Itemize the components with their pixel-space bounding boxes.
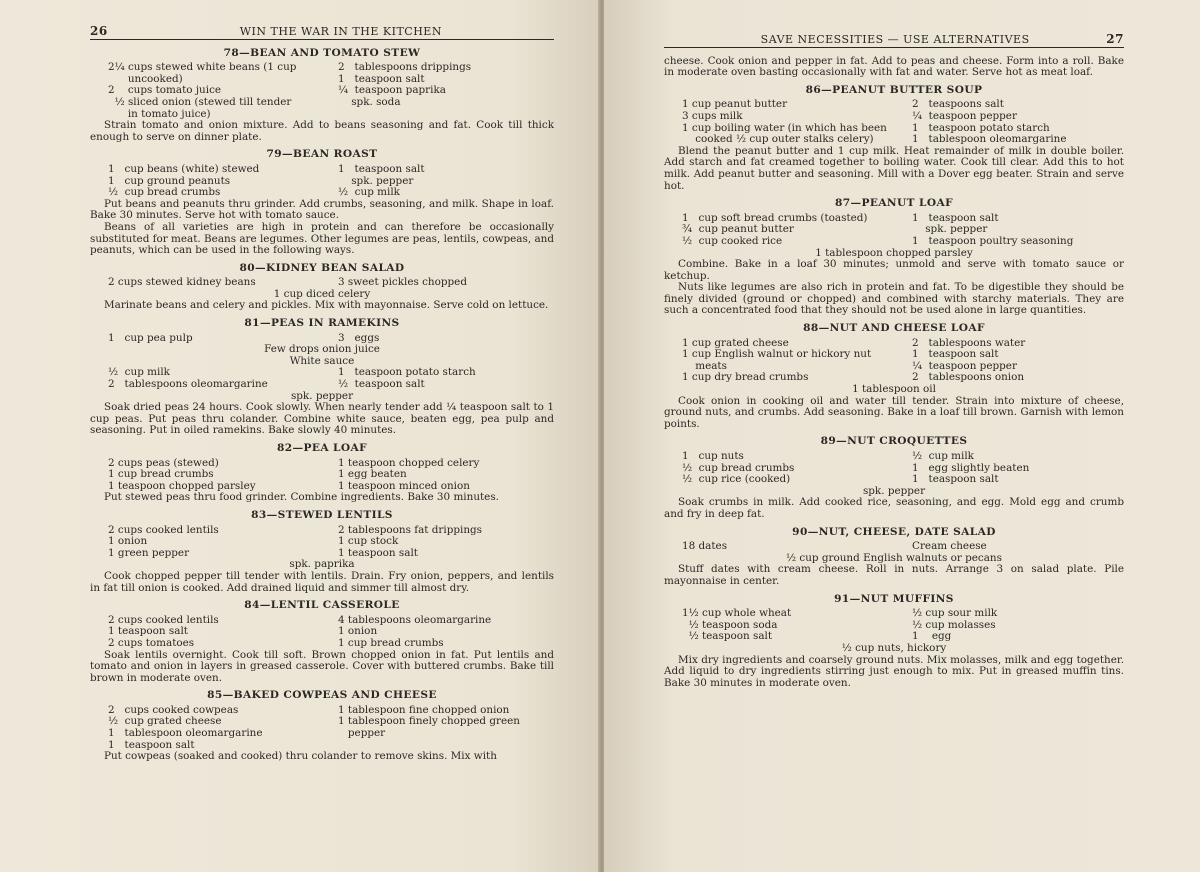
ingredient-line: 1½ cup whole wheat <box>682 607 792 620</box>
ingredient-line: 1 teaspoon chopped celery <box>338 456 480 469</box>
recipe-instructions: Put stewed peas thru food grinder. Combine ingredients. Bake 30 minutes. <box>104 491 499 504</box>
ingredient-line: ¼ teaspoon pepper <box>912 109 1017 122</box>
ingredient-line: 2 teaspoons salt <box>912 98 1004 111</box>
recipe-instructions: Put cowpeas (soaked and cooked) thru colander to remove skins. Mix with <box>104 750 497 763</box>
ingredient-line: 1 tablespoon oleomargarine <box>108 727 263 740</box>
ingredient-list <box>664 451 1124 486</box>
ingredient-line: 1 cup ground peanuts <box>108 174 231 187</box>
ingredient-line-centered: 1 tablespoon chopped parsley <box>815 246 973 259</box>
recipe-instructions: Beans of all varieties are high in protein and can therefore be occasionally substituted for meat. Beans are legumes. Other legumes are peas, lentils, cowpeas, and peanuts, which can be used in the following ways. <box>90 220 554 257</box>
ingredient-line-centered: 1 cup diced celery <box>273 287 371 300</box>
ingredient-line-centered: 1 tablespoon oil <box>852 383 936 396</box>
recipe-block <box>90 263 554 312</box>
recipe-instructions: Cook chopped pepper till tender with lentils. Drain. Fry onion, peppers, and lentils in fat till onion is cooked. Add drained liquid and simmer till almost dry. <box>90 569 554 594</box>
continued-instructions: cheese. Cook onion and pepper in fat. Add to peas and cheese. Form into a roll. Bake in moderate oven basting occasionally with fat and water. Serve hot as meat loaf. <box>664 54 1124 79</box>
ingredient-line-centered: spk. pepper <box>862 484 926 497</box>
ingredient-line: 3 cups milk <box>682 109 743 122</box>
ingredient-line: ½ cup cooked rice <box>682 234 783 247</box>
ingredient-line: 1 cup nuts <box>682 450 744 462</box>
ingredient-line: Cream cheese <box>912 540 987 553</box>
ingredient-line: ½ teaspoon salt <box>338 378 425 391</box>
ingredient-line: 1 cup grated cheese <box>682 336 789 349</box>
ingredient-line: spk. pepper <box>338 174 414 187</box>
recipe-instructions: Cook onion in cooking oil and water till tender. Strain into mixture of cheese, ground nuts, and crumbs. Add seasoning. Bake in a loaf till brown. Garnish with lemon points. <box>664 394 1124 430</box>
ingredient-line: 1 cup bread crumbs <box>338 636 444 649</box>
ingredient-list <box>664 213 1124 248</box>
left-running-title: WIN THE WAR IN THE KITCHEN <box>239 25 442 38</box>
right-running-title: SAVE NECESSITIES — USE ALTERNATIVES <box>760 33 1030 46</box>
ingredient-line: 1 cup pea pulp <box>108 331 193 344</box>
right-recipe-list <box>664 85 1124 690</box>
ingredient-line: spk. soda <box>338 95 401 108</box>
ingredient-line: 1 egg <box>912 630 952 643</box>
ingredient-line: ½ cup sour milk <box>912 607 998 620</box>
ingredient-line: ¾ cup peanut butter <box>682 223 794 236</box>
ingredient-line: 1 cup bread crumbs <box>108 468 214 481</box>
ingredient-line: 2 cups cooked lentils <box>108 613 219 626</box>
ingredient-list <box>90 458 554 493</box>
ingredient-list <box>664 541 1124 553</box>
ingredient-line: 1 teaspoon potato starch <box>912 121 1050 134</box>
ingredient-line: ½ cup milk <box>338 186 400 199</box>
ingredient-line: 1 teaspoon salt <box>912 211 999 224</box>
recipe-instructions: Put beans and peanuts thru grinder. Add crumbs, seasoning, and milk. Shape in loaf. Bake 30 minutes. Serve hot with tomato sauce. <box>90 197 554 222</box>
recipe-block <box>90 510 554 594</box>
ingredient-line: ¼ teaspoon paprika <box>338 84 446 97</box>
ingredient-line: 1 teaspoon potato starch <box>338 366 476 379</box>
recipe-instructions: Combine. Bake in a loaf 30 minutes; unmold and serve with tomato sauce or ketchup. <box>664 258 1124 282</box>
ingredient-line: 1 cup soft bread crumbs (toasted) <box>682 211 868 224</box>
recipe-title: 78—BEAN AND TOMATO STEW <box>223 46 421 59</box>
ingredient-line: 1 teaspoon chopped parsley <box>108 479 256 492</box>
ingredient-line: 1 egg beaten <box>338 468 407 481</box>
ingredient-line: 2 cups cooked cowpeas <box>108 703 239 716</box>
recipe-title: 84—LENTIL CASSEROLE <box>244 599 400 612</box>
ingredient-line-centered: Few drops onion juice <box>264 343 380 356</box>
recipe-instructions: Nuts like legumes are also rich in protein and fat. To be digestible they should be finely divided (ground or chopped) and combined with starchy materials. They are such a concentrated food that they should not be used alone in large quantities. <box>664 281 1124 317</box>
recipe-instructions: Stuff dates with cream cheese. Roll in nuts. Arrange 3 on salad plate. Pile mayonnaise in center. <box>664 563 1124 587</box>
ingredient-line: cooked ½ cup outer stalks celery) <box>682 133 874 146</box>
ingredient-line: 1 teaspoon salt <box>338 162 425 175</box>
ingredient-list <box>90 164 554 199</box>
ingredient-line: 2 cups peas (stewed) <box>108 456 219 469</box>
ingredient-line: 1 cup beans (white) stewed <box>108 162 260 175</box>
right-page <box>604 0 1200 872</box>
ingredient-line: ¼ teaspoon pepper <box>912 359 1017 372</box>
ingredient-line: 1 cup dry bread crumbs <box>682 371 809 384</box>
left-recipe-list <box>90 48 554 763</box>
recipe-instructions: Marinate beans and celery and pickles. Mix with mayonnaise. Serve cold on lettuce. <box>104 299 549 312</box>
ingredient-line: 18 dates <box>682 540 728 553</box>
recipe-title: 90—NUT, CHEESE, DATE SALAD <box>792 525 996 538</box>
ingredient-list <box>90 525 554 560</box>
ingredient-line: 2¼ cups stewed white beans (1 cup <box>108 61 297 74</box>
ingredient-list <box>664 99 1124 145</box>
ingredient-line: 4 tablespoons oleomargarine <box>338 613 492 626</box>
right-running-head <box>664 34 1124 48</box>
ingredient-line: ½ teaspoon salt <box>682 630 773 643</box>
ingredient-line: ½ cup milk <box>108 366 170 379</box>
ingredient-line: ½ cup bread crumbs <box>108 186 221 199</box>
ingredient-line: 2 cups stewed kidney beans <box>108 276 256 289</box>
ingredient-list <box>664 338 1124 384</box>
ingredient-line: 2 tablespoons water <box>912 336 1026 349</box>
ingredient-line: 1 teaspoon poultry seasoning <box>912 234 1074 247</box>
recipe-block <box>90 600 554 684</box>
ingredient-line: 1 egg slightly beaten <box>912 461 1030 474</box>
ingredient-line: 2 tablespoons fat drippings <box>338 523 482 536</box>
ingredient-line: in tomato juice) <box>108 107 211 120</box>
recipe-block <box>664 527 1124 588</box>
ingredient-list <box>90 705 554 751</box>
ingredient-line: pepper <box>338 727 386 740</box>
ingredient-line: ½ teaspoon soda <box>682 618 778 631</box>
ingredient-line: 1 teaspoon salt <box>108 625 188 638</box>
recipe-title: 81—PEAS IN RAMEKINS <box>244 317 400 330</box>
recipe-title: 91—NUT MUFFINS <box>834 592 954 605</box>
ingredient-line: 1 teaspoon salt <box>912 348 999 361</box>
recipe-instructions: Blend the peanut butter and 1 cup milk. Heat remainder of milk in double boiler. Add starch and fat creamed together to boiling water. Cook till clear. Add this to hot milk. Add peanut butter and seasoning. Mill with a Dover egg beater. Strain and serve hot. <box>664 144 1124 192</box>
recipe-instructions: Mix dry ingredients and coarsely ground nuts. Mix molasses, milk and egg together. Add liquid to dry ingredients stirring just enough to mix. Put in greased muffin tins. Bake 30 minutes in moderate oven. <box>664 653 1124 689</box>
ingredient-line: 1 cup English walnut or hickory nut <box>682 348 872 361</box>
ingredient-line: ½ cup molasses <box>912 618 996 631</box>
recipe-title: 87—PEANUT LOAF <box>834 197 954 210</box>
ingredient-line-centered: spk. paprika <box>289 558 355 571</box>
ingredient-line: 1 teaspoon salt <box>338 72 425 85</box>
recipe-block <box>664 198 1124 317</box>
recipe-title: 83—STEWED LENTILS <box>251 508 393 521</box>
ingredient-line-centered: White sauce <box>289 354 355 367</box>
right-page-number: 27 <box>1106 32 1124 46</box>
recipe-title: 80—KIDNEY BEAN SALAD <box>239 261 405 274</box>
ingredient-line: 1 cup peanut butter <box>682 98 788 111</box>
left-running-head <box>90 26 554 40</box>
ingredient-line-centered: ½ cup ground English walnuts or pecans <box>786 551 1002 564</box>
left-page-number: 26 <box>90 24 108 38</box>
ingredient-line: 3 eggs <box>338 331 380 344</box>
ingredient-line: 1 cup boiling water (in which has been <box>682 121 887 134</box>
ingredient-line: 1 green pepper <box>108 546 190 559</box>
ingredient-line: 1 tablespoon fine chopped onion <box>338 703 510 716</box>
ingredient-line: 1 teaspoon salt <box>912 473 999 486</box>
ingredient-line-centered: spk. pepper <box>290 389 354 402</box>
recipe-title: 85—BAKED COWPEAS AND CHEESE <box>207 689 437 702</box>
recipe-title: 86—PEANUT BUTTER SOUP <box>805 83 983 96</box>
ingredient-line: 2 cups tomato juice <box>108 84 222 97</box>
recipe-block <box>664 85 1124 192</box>
ingredient-line: 2 tablespoons drippings <box>338 61 472 74</box>
ingredient-line: 1 teaspoon minced onion <box>338 479 470 492</box>
ingredient-line: ½ sliced onion (stewed till tender <box>108 95 292 108</box>
ingredient-line: meats <box>682 359 727 372</box>
ingredient-line: ½ cup bread crumbs <box>682 461 795 474</box>
ingredient-line: 1 teaspoon salt <box>338 546 418 559</box>
ingredient-line: ½ cup grated cheese <box>108 715 222 728</box>
recipe-block <box>90 48 554 144</box>
ingredient-line: 1 onion <box>108 535 148 548</box>
ingredient-line: 2 cups tomatoes <box>108 636 195 649</box>
recipe-title: 82—PEA LOAF <box>276 442 368 454</box>
ingredient-list <box>90 62 554 120</box>
ingredient-list <box>90 615 554 650</box>
recipe-block <box>90 318 554 437</box>
ingredient-line: spk. pepper <box>912 223 988 236</box>
recipe-title: 89—NUT CROQUETTES <box>820 435 968 448</box>
recipe-instructions: Soak dried peas 24 hours. Cook slowly. When nearly tender add ¼ teaspoon salt to 1 cup peas. Put peas thru colander. Combine white sauce, beaten egg, pea pulp and seasoning. Put in oiled ramekins. Bake slowly 40 minutes. <box>90 401 554 437</box>
recipe-block <box>90 149 554 256</box>
ingredient-line: 2 cups cooked lentils <box>108 523 219 536</box>
ingredient-list <box>664 608 1124 643</box>
ingredient-line: ½ cup milk <box>912 450 974 462</box>
recipe-block <box>90 690 554 763</box>
ingredient-line: 2 tablespoons oleomargarine <box>108 378 268 391</box>
recipe-title: 88—NUT AND CHEESE LOAF <box>803 322 985 335</box>
ingredient-line-centered: ½ cup nuts, hickory <box>841 641 947 654</box>
ingredient-list <box>90 367 554 390</box>
recipe-instructions: Strain tomato and onion mixture. Add to beans seasoning and fat. Cook till thick enough to serve on dinner plate. <box>90 119 554 143</box>
recipe-block <box>664 594 1124 690</box>
recipe-block <box>664 436 1124 520</box>
ingredient-line: 3 sweet pickles chopped <box>338 276 467 289</box>
ingredient-line: 1 tablespoon finely chopped green <box>338 715 520 728</box>
ingredient-line: 1 teaspoon salt <box>108 738 195 751</box>
ingredient-line: 2 tablespoons onion <box>912 371 1025 384</box>
recipe-instructions: Soak crumbs in milk. Add cooked rice, seasoning, and egg. Mold egg and crumb and fry in deep fat. <box>664 496 1124 520</box>
ingredient-line: uncooked) <box>108 72 183 85</box>
recipe-block <box>90 443 554 504</box>
recipe-instructions: Soak lentils overnight. Cook till soft. Brown chopped onion in fat. Put lentils and tomato and onion in layers in greased casserole. Cover with buttered crumbs. Bake till brown in moderate oven. <box>90 648 554 684</box>
ingredient-line: 1 tablespoon oleomargarine <box>912 133 1067 146</box>
recipe-block <box>664 323 1124 430</box>
ingredient-line: 1 cup stock <box>338 535 399 548</box>
ingredient-line: ½ cup rice (cooked) <box>682 473 791 486</box>
ingredient-line: 1 onion <box>338 625 378 638</box>
recipe-title: 79—BEAN ROAST <box>266 148 378 161</box>
